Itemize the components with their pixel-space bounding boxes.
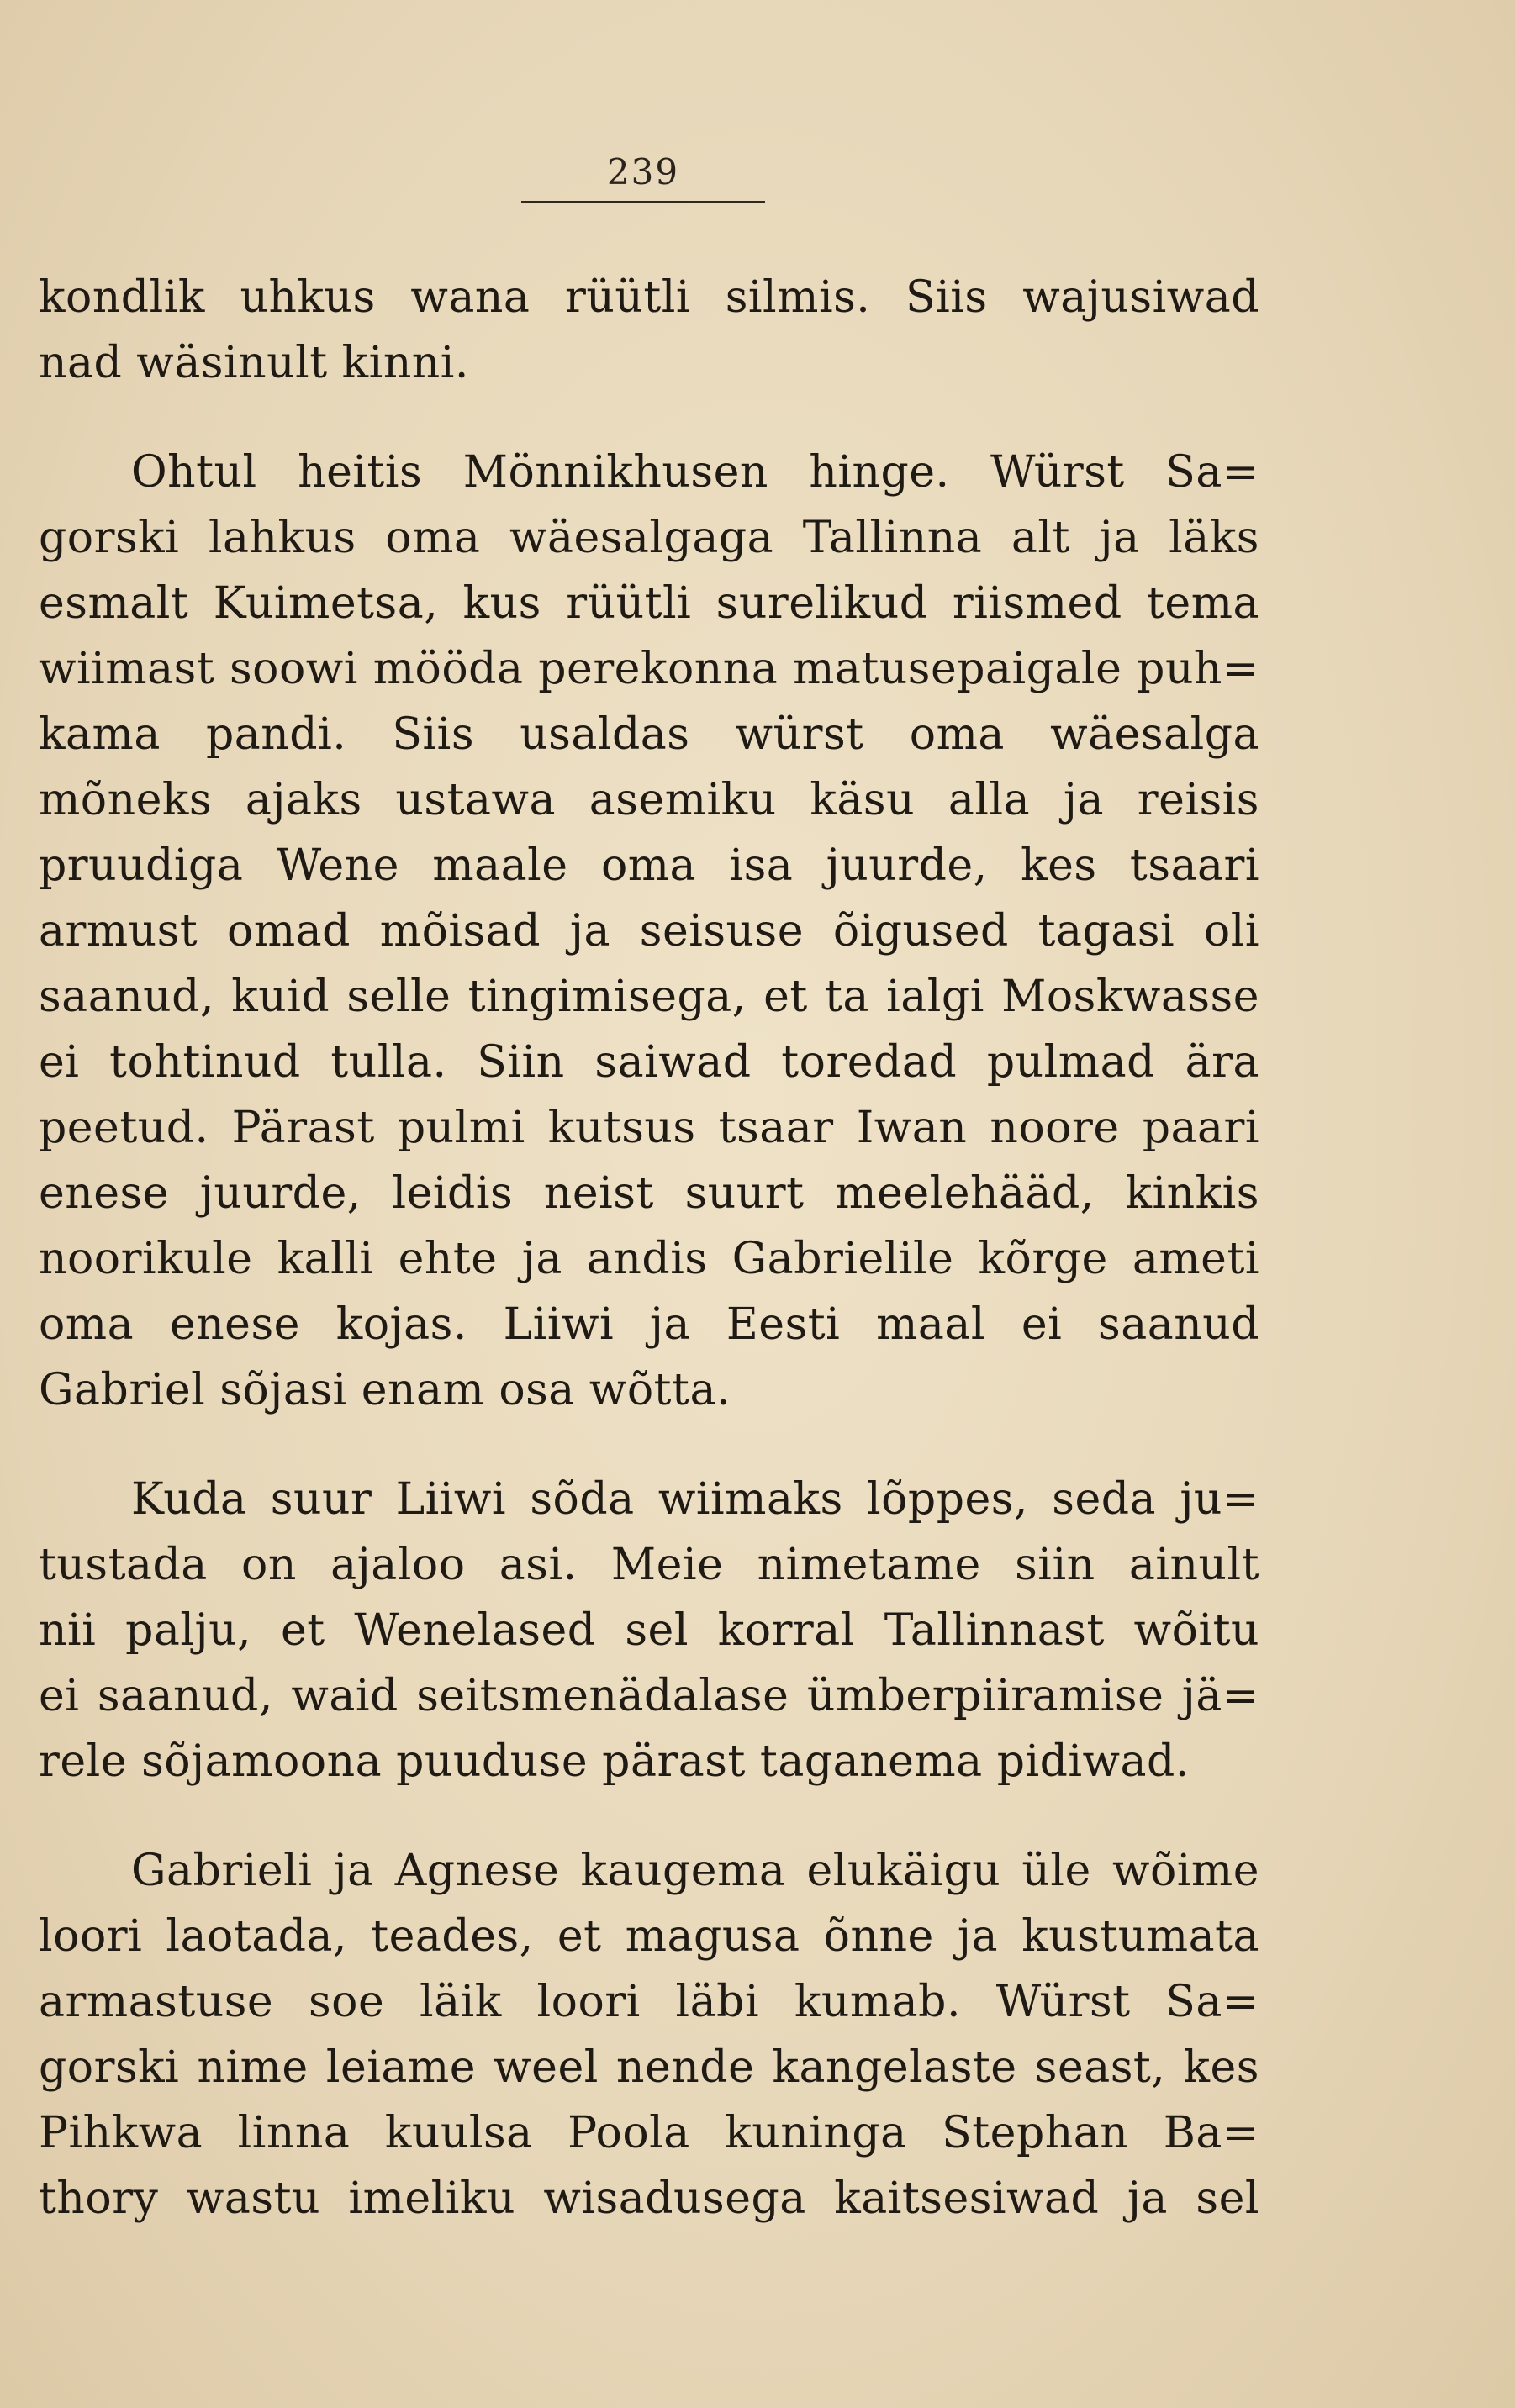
text-line: pruudiga Wene maale oma isa juurde, kes tsaari: [39, 840, 1259, 891]
text-line: Gabriel sõjasi enam osa wõtta.: [39, 1365, 731, 1415]
text-line: gorski nime leiame weel nende kangelaste seast, kes: [39, 2042, 1259, 2093]
text-line: wiimast soowi mööda perekonna matusepaigale puh=: [39, 644, 1259, 694]
text-line: armastuse soe läik loori läbi kumab. Würst Sa=: [39, 1977, 1259, 2027]
text-line: nii palju, et Wenelased sel korral Tallinnast wõitu: [39, 1605, 1259, 1656]
text-line: kama pandi. Siis usaldas würst oma wäesalga: [39, 709, 1259, 760]
paragraph-gap: [39, 1423, 1259, 1467]
paragraph-gap: [39, 1794, 1259, 1838]
text-line: noorikule kalli ehte ja andis Gabrielile kõrge ameti: [39, 1234, 1259, 1284]
text-line: oma enese kojas. Liiwi ja Eesti maal ei saanud: [39, 1299, 1259, 1350]
text-line: thory wastu imeliku wisadusega kaitsesiwad ja sel: [39, 2174, 1259, 2224]
text-line: loori laotada, teades, et magusa õnne ja kustumata: [39, 1911, 1259, 1962]
text-line: tustada on ajaloo asi. Meie nimetame siin ainult: [39, 1540, 1259, 1590]
text-line: Ohtul heitis Mönnikhusen hinge. Würst Sa=: [131, 447, 1259, 498]
text-line: enese juurde, leidis neist suurt meelehääd, kinkis: [39, 1168, 1259, 1219]
page-number: 239: [606, 151, 680, 192]
text-line: armust omad mõisad ja seisuse õigused tagasi oli: [39, 906, 1259, 956]
paragraph: [39, 1467, 1259, 1794]
paragraph: [39, 440, 1259, 1423]
text-line: Pihkwa linna kuulsa Poola kuninga Stephan Ba=: [39, 2108, 1259, 2158]
text-line: ei tohtinud tulla. Siin saiwad toredad pulmad ära: [39, 1037, 1259, 1088]
page-header: [521, 151, 765, 203]
text-line: gorski lahkus oma wäesalgaga Tallinna alt ja läks: [39, 513, 1259, 563]
paragraph: [39, 265, 1259, 396]
text-line: peetud. Pärast pulmi kutsus tsaar Iwan noore paari: [39, 1103, 1259, 1153]
paragraph-gap: [39, 396, 1259, 440]
paragraph: [39, 1838, 1259, 2231]
text-line: Gabrieli ja Agnese kaugema elukäigu üle wõime: [131, 1846, 1259, 1896]
text-line: kondlik uhkus wana rüütli silmis. Siis wajusiwad: [39, 272, 1259, 323]
text-line: Kuda suur Liiwi sõda wiimaks lõppes, seda ju=: [131, 1474, 1259, 1525]
text-line: esmalt Kuimetsa, kus rüütli surelikud riismed tema: [39, 578, 1259, 629]
text-line: ei saanud, waid seitsmenädalase ümberpiiramise jä=: [39, 1671, 1259, 1721]
text-line: nad wäsinult kinni.: [39, 338, 469, 388]
text-line: rele sõjamoona puuduse pärast taganema pidiwad.: [39, 1736, 1190, 1787]
body-text: [39, 265, 1259, 2231]
header-rule: [521, 201, 765, 203]
text-line: saanud, kuid selle tingimisega, et ta ialgi Moskwasse: [39, 972, 1259, 1022]
text-line: mõneks ajaks ustawa asemiku käsu alla ja reisis: [39, 775, 1259, 825]
